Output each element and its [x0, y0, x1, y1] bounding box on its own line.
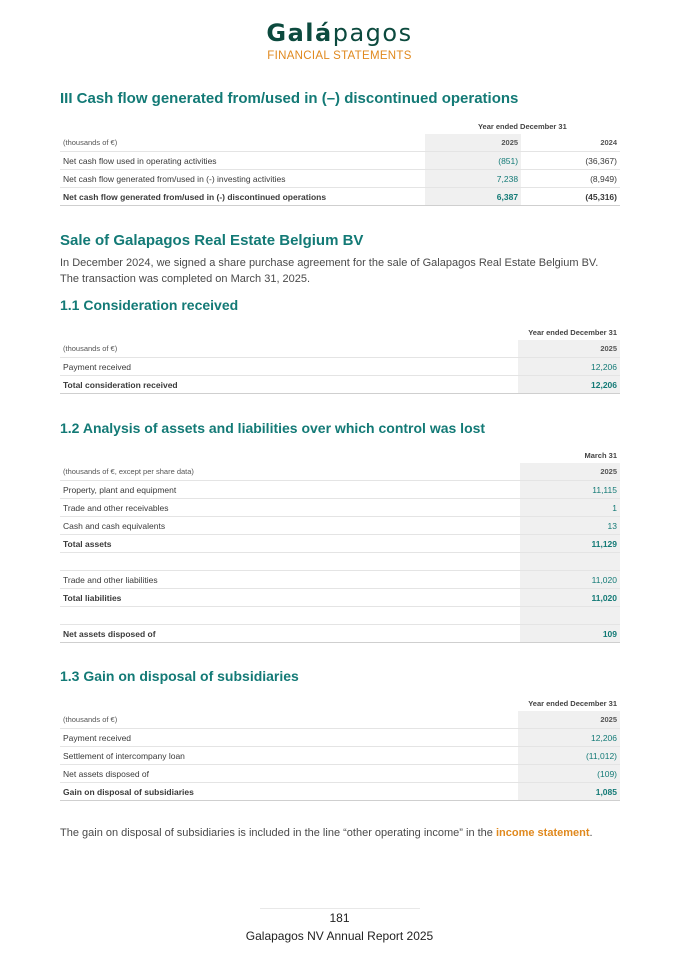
table-row: Trade and other receivables 1 [60, 499, 620, 517]
spacer-row [60, 607, 620, 625]
analysis-title: 1.2 Analysis of assets and liabilities over which control was lost [60, 420, 486, 436]
gain-table [60, 696, 620, 801]
table-row: Payment received 12,206 [60, 358, 620, 376]
sale-paragraph: In December 2024, we signed a share purchase agreement for the sale of Galapagos Real Estate Belgium BV. The transaction was completed on March 31, 2025. [60, 257, 599, 285]
note-section [60, 825, 620, 841]
consideration-title: 1.1 Consideration received [60, 297, 239, 313]
consideration-section [60, 297, 620, 394]
gain-section [60, 668, 620, 801]
year-header: 2025 [518, 340, 620, 358]
table-caption: Year ended December 31 [528, 328, 617, 337]
page-number: 181 [260, 908, 420, 925]
spacer-row [60, 553, 620, 571]
sale-title: Sale of Galapagos Real Estate Belgium BV [60, 232, 364, 249]
page-header [0, 18, 679, 62]
gain-title: 1.3 Gain on disposal of subsidiaries [60, 668, 299, 684]
unit-label: (thousands of €) [60, 340, 518, 358]
table-row: Net cash flow used in operating activities (851) (36,367) [60, 152, 620, 170]
analysis-table [60, 448, 620, 643]
report-title: Galapagos NV Annual Report 2025 [245, 929, 434, 943]
table-row: Settlement of intercompany loan (11,012) [60, 747, 620, 765]
section-iii-title: III Cash flow generated from/used in (–) discontinued operations [60, 90, 519, 107]
table-caption: March 31 [584, 451, 617, 460]
consideration-table [60, 325, 620, 394]
unit-label: (thousands of €, except per share data) [60, 463, 520, 481]
year-header: 2025 [520, 463, 620, 481]
unit-label: (thousands of €) [60, 711, 518, 729]
section-subtitle: FINANCIAL STATEMENTS [267, 50, 412, 62]
table-row: Trade and other liabilities 11,020 [60, 571, 620, 589]
year-2024-header: 2024 [521, 134, 620, 152]
year-header: 2025 [518, 711, 620, 729]
table-row-total: Total consideration received 12,206 [60, 376, 620, 394]
page-footer [0, 908, 679, 943]
table-row-total: Total assets 11,129 [60, 535, 620, 553]
table-row: Property, plant and equipment 11,115 [60, 481, 620, 499]
analysis-section [60, 420, 620, 643]
table-row: Cash and cash equivalents 13 [60, 517, 620, 535]
table-row: Payment received 12,206 [60, 729, 620, 747]
table-row-total: Gain on disposal of subsidiaries 1,085 [60, 783, 620, 801]
note-paragraph: The gain on disposal of subsidiaries is included in the line “other operating income” in the income statement. [60, 827, 593, 839]
table-caption: Year ended December 31 [528, 699, 617, 708]
table-caption: Year ended December 31 [477, 122, 567, 131]
table-row-total: Net assets disposed of 109 [60, 625, 620, 643]
income-statement-link[interactable]: income statement [495, 827, 590, 839]
table-row: Net assets disposed of (109) [60, 765, 620, 783]
galapagos-logo: Galápagos [266, 19, 413, 47]
sale-section [60, 232, 620, 287]
year-2025-header: 2025 [425, 134, 521, 152]
section-iii [60, 90, 620, 206]
cash-flow-table [60, 119, 620, 206]
table-row: Net cash flow generated from/used in (-) investing activities 7,238 (8,949) [60, 170, 620, 188]
table-row-total: Total liabilities 11,020 [60, 589, 620, 607]
table-row-total: Net cash flow generated from/used in (-) discontinued operations 6,387 (45,316) [60, 188, 620, 206]
unit-label: (thousands of €) [60, 134, 425, 152]
